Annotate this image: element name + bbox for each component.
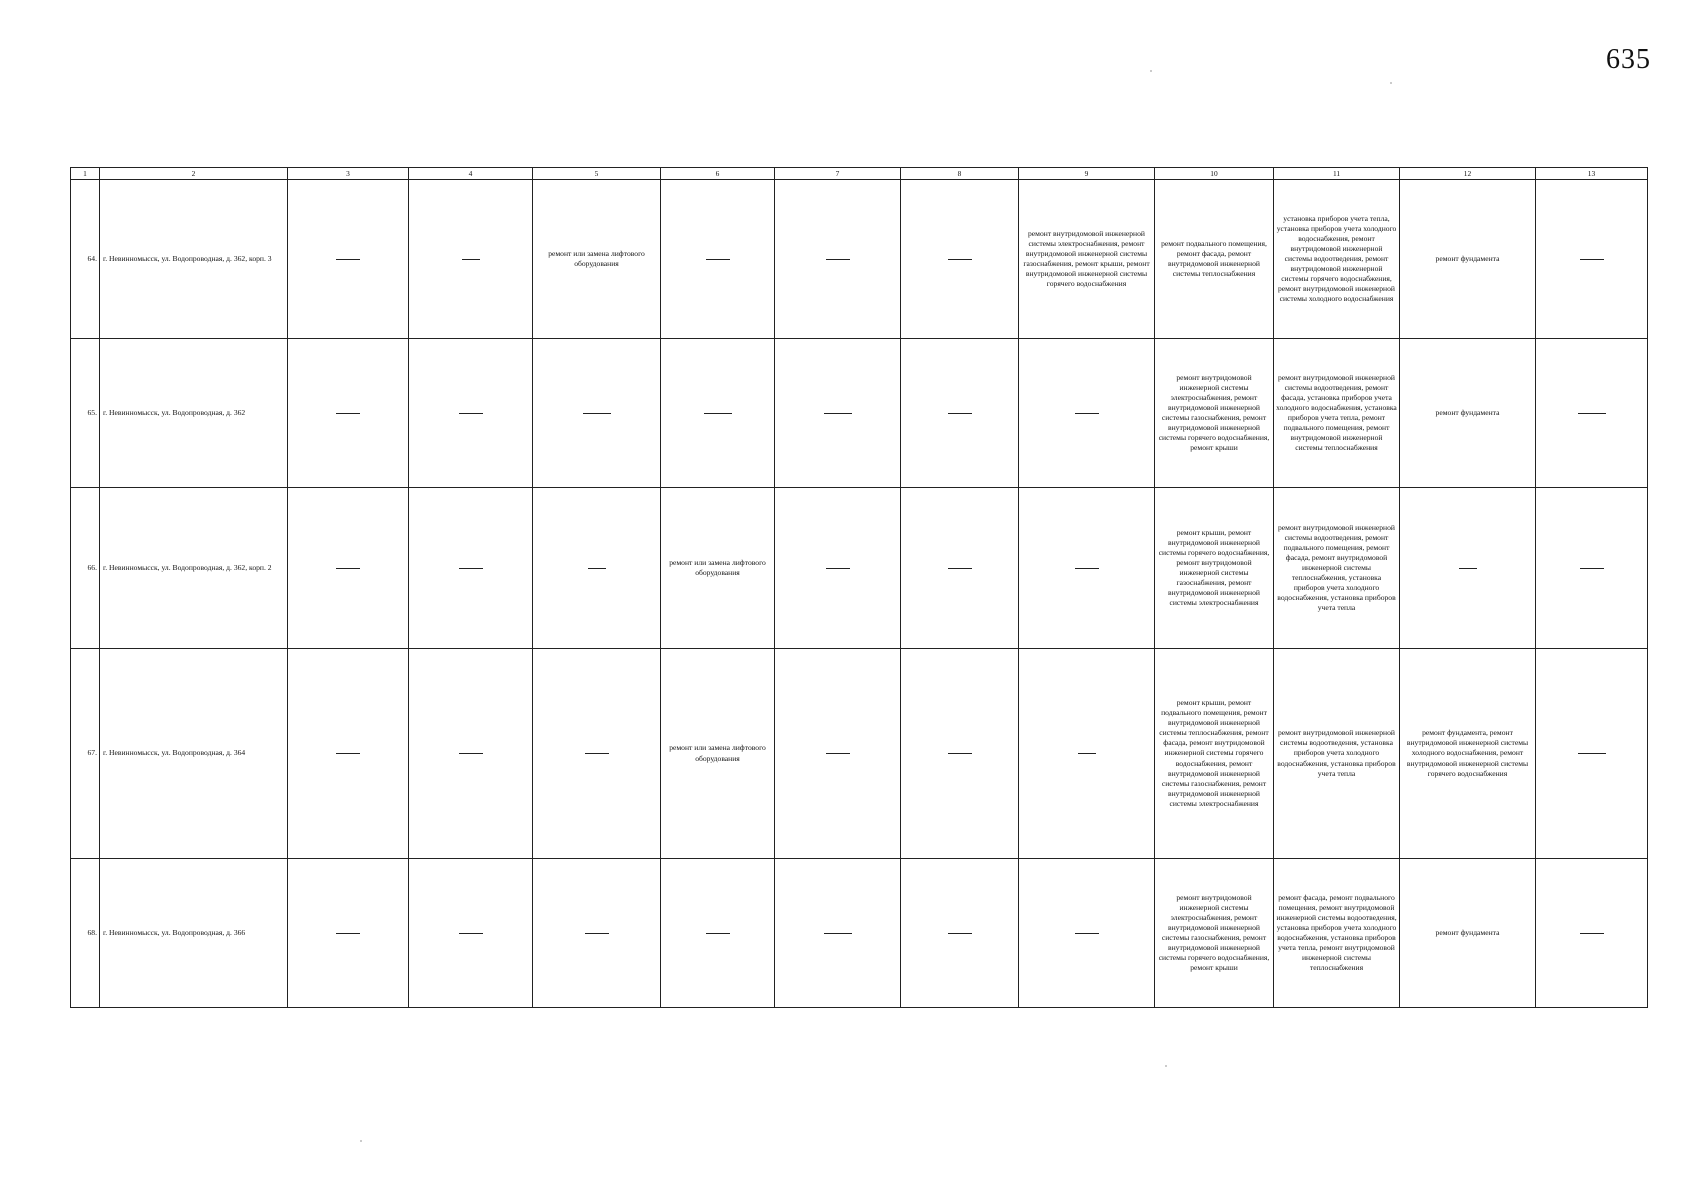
dash-mark: [1075, 568, 1099, 569]
work-cell: ремонт внутридомовой инженерной системы водоотведения, ремонт подвального помещения, ремонт фасада, ремонт внутридомовой инженерной системы теплоснабжения, установка приборов учета холодного водоснабжения, установка приборов учета тепла: [1274, 488, 1400, 649]
dash-mark: [1075, 413, 1099, 414]
dash-cell: [775, 339, 901, 488]
dash-mark: [826, 568, 850, 569]
page-number: 635: [1606, 44, 1651, 75]
dash-cell: [288, 180, 409, 339]
dash-mark: [336, 413, 360, 414]
dash-mark: [1580, 933, 1604, 934]
table-row: [71, 339, 1648, 488]
dash-cell: [288, 339, 409, 488]
work-cell: ремонт или замена лифтового оборудования: [533, 180, 661, 339]
dash-mark: [585, 933, 609, 934]
dash-cell: [409, 488, 533, 649]
dash-mark: [336, 568, 360, 569]
row-number: 66.: [71, 488, 100, 649]
work-cell: ремонт внутридомовой инженерной системы электроснабжения, ремонт внутридомовой инженерной системы газоснабжения, ремонт внутридомовой инженерной системы горячего водоснабжения, ремонт крыши: [1155, 859, 1274, 1008]
work-cell: ремонт или замена лифтового оборудования: [661, 488, 775, 649]
dash-cell: [1019, 649, 1155, 859]
dash-mark: [1578, 753, 1606, 754]
dash-cell: [901, 649, 1019, 859]
column-number: 4: [409, 168, 533, 180]
work-cell: ремонт внутридомовой инженерной системы водоотведения, ремонт фасада, установка приборов учета холодного водоснабжения, установка приборов учета тепла, ремонт подвального помещения, ремонт внутридомовой инженерной системы теплоснабжения: [1274, 339, 1400, 488]
row-number: 68.: [71, 859, 100, 1008]
dash-cell: [533, 649, 661, 859]
column-number: 9: [1019, 168, 1155, 180]
scan-speck: [1150, 70, 1152, 72]
dash-cell: [775, 488, 901, 649]
column-number: 8: [901, 168, 1019, 180]
dash-mark: [336, 933, 360, 934]
row-number: 67.: [71, 649, 100, 859]
column-number: 5: [533, 168, 661, 180]
work-cell: ремонт фасада, ремонт подвального помещения, ремонт внутридомовой инженерной системы водоотведения, установка приборов учета холодного водоснабжения, установка приборов учета тепла, ремонт внутридомовой инженерной системы теплоснабжения: [1274, 859, 1400, 1008]
dash-cell: [661, 180, 775, 339]
dash-mark: [826, 753, 850, 754]
address-cell: г. Невинномысск, ул. Водопроводная, д. 362: [100, 339, 288, 488]
address-cell: г. Невинномысск, ул. Водопроводная, д. 362, корп. 2: [100, 488, 288, 649]
dash-cell: [409, 859, 533, 1008]
dash-cell: [288, 488, 409, 649]
dash-mark: [459, 413, 483, 414]
column-number: 12: [1400, 168, 1536, 180]
dash-cell: [1536, 339, 1648, 488]
dash-mark: [824, 933, 852, 934]
dash-cell: [775, 180, 901, 339]
dash-mark: [1459, 568, 1477, 569]
dash-cell: [288, 649, 409, 859]
dash-cell: [775, 649, 901, 859]
dash-mark: [459, 753, 483, 754]
dash-cell: [409, 339, 533, 488]
dash-cell: [775, 859, 901, 1008]
work-cell: ремонт фундамента: [1400, 339, 1536, 488]
table-row: [71, 180, 1648, 339]
dash-cell: [409, 649, 533, 859]
work-cell: ремонт фундамента, ремонт внутридомовой инженерной системы холодного водоснабжения, ремонт внутридомовой инженерной системы горячего водоснабжения: [1400, 649, 1536, 859]
dash-mark: [948, 933, 972, 934]
dash-cell: [901, 339, 1019, 488]
dash-cell: [533, 859, 661, 1008]
dash-cell: [661, 859, 775, 1008]
work-cell: ремонт крыши, ремонт внутридомовой инженерной системы горячего водоснабжения, ремонт внутридомовой инженерной системы газоснабжения, ремонт внутридомовой инженерной системы электроснабжения: [1155, 488, 1274, 649]
dash-mark: [336, 753, 360, 754]
dash-mark: [948, 753, 972, 754]
column-number: 2: [100, 168, 288, 180]
table-row: [71, 488, 1648, 649]
dash-cell: [901, 488, 1019, 649]
work-cell: ремонт внутридомовой инженерной системы водоотведения, установка приборов учета холодного водоснабжения, установка приборов учета тепла: [1274, 649, 1400, 859]
work-cell: ремонт крыши, ремонт подвального помещения, ремонт внутридомовой инженерной системы теплоснабжения, ремонт фасада, ремонт внутридомовой инженерной системы горячего водоснабжения, ремонт внутридомовой инженерной системы газоснабжения, ремонт внутридомовой инженерной системы электроснабжения: [1155, 649, 1274, 859]
dash-cell: [901, 180, 1019, 339]
work-cell: ремонт фундамента: [1400, 180, 1536, 339]
row-number: 65.: [71, 339, 100, 488]
dash-mark: [459, 933, 483, 934]
dash-mark: [826, 259, 850, 260]
scan-speck: [360, 1140, 362, 1142]
work-cell: ремонт внутридомовой инженерной системы электроснабжения, ремонт внутридомовой инженерной системы газоснабжения, ремонт крыши, ремонт внутридомовой инженерной системы горячего водоснабжения: [1019, 180, 1155, 339]
dash-mark: [583, 413, 611, 414]
dash-mark: [706, 259, 730, 260]
column-number: 13: [1536, 168, 1648, 180]
dash-mark: [1580, 568, 1604, 569]
dash-cell: [1536, 488, 1648, 649]
column-number: 6: [661, 168, 775, 180]
dash-cell: [288, 859, 409, 1008]
dash-cell: [533, 488, 661, 649]
address-cell: г. Невинномысск, ул. Водопроводная, д. 366: [100, 859, 288, 1008]
column-number: 3: [288, 168, 409, 180]
dash-mark: [706, 933, 730, 934]
table-row: [71, 649, 1648, 859]
dash-cell: [661, 339, 775, 488]
dash-mark: [948, 568, 972, 569]
dash-mark: [588, 568, 606, 569]
repair-schedule-table: [70, 167, 1648, 1008]
dash-cell: [533, 339, 661, 488]
work-cell: ремонт фундамента: [1400, 859, 1536, 1008]
work-cell: ремонт внутридомовой инженерной системы электроснабжения, ремонт внутридомовой инженерной системы газоснабжения, ремонт внутридомовой инженерной системы горячего водоснабжения, ремонт крыши: [1155, 339, 1274, 488]
dash-cell: [1400, 488, 1536, 649]
work-cell: установка приборов учета тепла, установка приборов учета холодного водоснабжения, ремонт внутридомовой инженерной системы водоотведения, ремонт внутридомовой инженерной системы горячего водоснабжения, ремонт внутридомовой инженерной системы холодного водоснабжения: [1274, 180, 1400, 339]
work-cell: ремонт подвального помещения, ремонт фасада, ремонт внутридомовой инженерной системы теплоснабжения: [1155, 180, 1274, 339]
dash-mark: [704, 413, 732, 414]
dash-mark: [948, 413, 972, 414]
dash-cell: [901, 859, 1019, 1008]
dash-cell: [1019, 859, 1155, 1008]
table-row: [71, 859, 1648, 1008]
dash-cell: [1019, 339, 1155, 488]
dash-mark: [1078, 753, 1096, 754]
column-number: 11: [1274, 168, 1400, 180]
dash-cell: [1019, 488, 1155, 649]
dash-mark: [1075, 933, 1099, 934]
dash-mark: [824, 413, 852, 414]
address-cell: г. Невинномысск, ул. Водопроводная, д. 364: [100, 649, 288, 859]
row-number: 64.: [71, 180, 100, 339]
dash-mark: [1580, 259, 1604, 260]
dash-cell: [1536, 180, 1648, 339]
dash-mark: [948, 259, 972, 260]
dash-mark: [336, 259, 360, 260]
dash-mark: [459, 568, 483, 569]
column-number: 10: [1155, 168, 1274, 180]
scan-speck: [1165, 1065, 1167, 1067]
column-number-row: [71, 168, 1648, 180]
scan-speck: [1390, 82, 1392, 84]
address-cell: г. Невинномысск, ул. Водопроводная, д. 362, корп. 3: [100, 180, 288, 339]
dash-cell: [1536, 649, 1648, 859]
dash-mark: [462, 259, 480, 260]
dash-cell: [1536, 859, 1648, 1008]
dash-mark: [1578, 413, 1606, 414]
column-number: 7: [775, 168, 901, 180]
column-number: 1: [71, 168, 100, 180]
work-cell: ремонт или замена лифтового оборудования: [661, 649, 775, 859]
dash-mark: [585, 753, 609, 754]
dash-cell: [409, 180, 533, 339]
